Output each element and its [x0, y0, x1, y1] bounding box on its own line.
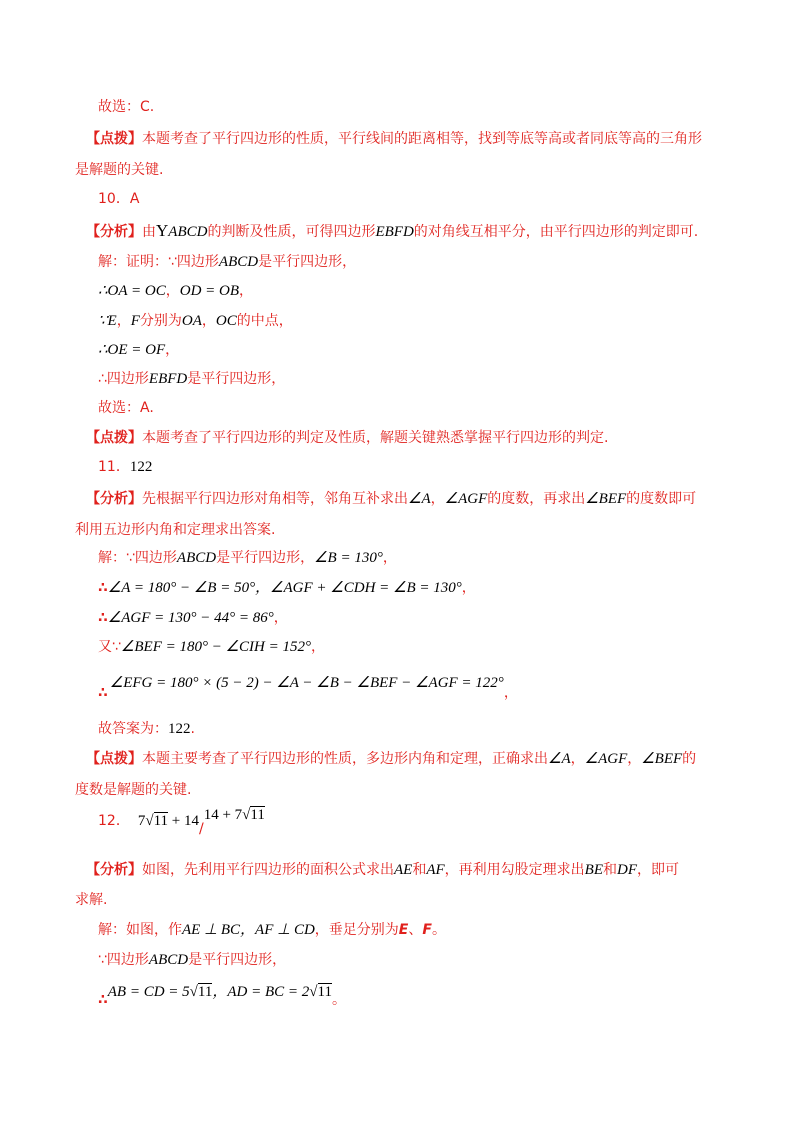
proof-line [98, 369, 285, 389]
radicand: 11 [197, 984, 213, 1000]
math-df: DF [616, 862, 637, 878]
remark-cont-text: 度数是解题的关键. [75, 782, 192, 798]
question-number-text: 11． [98, 459, 130, 475]
comma: ， [503, 685, 518, 701]
comma: ， [461, 580, 476, 596]
math-e: ∵E [98, 313, 117, 329]
proof-line [98, 281, 253, 301]
analysis-text-2: 的度数，再求出 [487, 491, 586, 507]
analysis-line [86, 489, 696, 509]
point-f: F [422, 922, 432, 938]
math-step-4: ∠EFG = 180° × (5 − 2) − ∠A − ∠B − ∠BEF − ∠AGF = 122° [109, 675, 504, 691]
math-angle-a: ∠A [548, 751, 571, 767]
proof-line [98, 340, 179, 360]
proof-text: 分别为 [139, 313, 182, 329]
and-text: 和 [602, 862, 617, 878]
proof-text-2: 是平行四边形， [187, 371, 286, 387]
comma: ， [570, 751, 585, 767]
period: 。 [331, 992, 346, 1008]
coefficient: 7 [137, 813, 146, 829]
comma: ， [116, 313, 131, 329]
analysis-cont-text: 利用五边形内角和定理求出答案. [75, 522, 276, 538]
comma: ， [627, 751, 642, 767]
period: 。 [431, 922, 446, 938]
analysis-line [86, 860, 679, 880]
comma: ， [165, 342, 180, 358]
math-ae: AE [394, 862, 413, 878]
math-angle-b: ∠B = 130° [314, 550, 383, 566]
solution-line [98, 950, 286, 970]
analysis-text: 先根据平行四边形对角相等，邻角互补求出 [142, 491, 408, 507]
math-oe-of: ∴OE = OF [98, 342, 166, 358]
comma: ， [430, 491, 445, 507]
math-step-3: ∠BEF = 180° − ∠CIH = 152° [120, 639, 311, 655]
math-ab-cd: AB = CD = 5 [107, 984, 190, 1000]
solution-step [98, 637, 325, 657]
answer-line [98, 719, 195, 739]
math-af: AF [426, 862, 445, 878]
answer-text: 故答案为： [98, 721, 168, 737]
analysis-text-3: ，即可 [636, 862, 679, 878]
analysis-tag: 【分析】 [86, 224, 142, 240]
analysis-text-3: 的对角线互相平分，由平行四边形的判定即可. [413, 224, 699, 240]
solution-text-2: 是平行四边形， [216, 550, 315, 566]
remark-cont-text: 是解题的关键. [75, 162, 164, 178]
solution-text-2: 是平行四边形， [258, 254, 357, 270]
answer-value: 122 [129, 459, 153, 475]
analysis-cont [75, 520, 275, 540]
analysis-text-2: 的判断及性质，可得四边形 [207, 224, 376, 240]
math-be: BE [584, 862, 603, 878]
remark-line [86, 129, 702, 149]
solution-step [98, 608, 288, 628]
answer-line [98, 398, 154, 418]
remark-text: 本题主要考查了平行四边形的性质，多边形内角和定理，正确求出 [142, 751, 548, 767]
comma: ， [239, 283, 254, 299]
analysis-line [86, 221, 698, 242]
answer-value: 122 [168, 721, 191, 737]
math-od-ob: OD = OB [179, 283, 240, 299]
answer-expr-2: 14 + 7√11 [203, 807, 265, 823]
radicand: 11 [153, 813, 169, 829]
remark-tag: 【点拨】 [86, 430, 142, 446]
answer-line [98, 97, 154, 117]
remark-cont [75, 780, 191, 800]
expr-head: 14 + 7 [203, 807, 243, 823]
therefore-symbol: ∴ [98, 610, 108, 626]
solution-line [98, 252, 356, 272]
answer-expr-1: 7√11 + 14 [137, 813, 199, 829]
analysis-cont-text: 求解. [75, 892, 108, 908]
math-oa: OA [181, 313, 202, 329]
remark-line [86, 749, 696, 769]
math-angle-bef: ∠BEF [585, 491, 627, 507]
analysis-text-3: 的度数即可 [626, 491, 697, 507]
math-angle-agf: ∠AGF [444, 491, 488, 507]
analysis-text: 如图，先利用平行四边形的面积公式求出 [142, 862, 394, 878]
solution-text-2: 是平行四边形， [188, 952, 287, 968]
solution-text: 解：∵四边形 [98, 550, 177, 566]
comma: ， [311, 639, 325, 655]
math-step-2: ∠AGF = 130° − 44° = 86° [107, 610, 274, 626]
math-angle-a: ∠A [408, 491, 431, 507]
solution-step: ∴AB = CD = 5√11，AD = BC = 2√11。 [98, 984, 346, 1008]
parallelogram-symbol: Y [156, 221, 169, 240]
math-f: F [130, 313, 140, 329]
math-angle-agf: ∠AGF [584, 751, 628, 767]
remark-text: 本题考查了平行四边形的性质，平行线间的距离相等，找到等底等高或者同底等高的三角形 [142, 131, 702, 147]
analysis-cont [75, 890, 107, 910]
analysis-tag: 【分析】 [86, 862, 142, 878]
solution-text: 解：证明：∵四边形 [98, 254, 219, 270]
math-ebfd: EBFD [375, 224, 414, 240]
solution-text-2: ，垂足分别为 [314, 922, 399, 938]
math-abcd: ABCD [148, 952, 189, 968]
remark-text-2: 的 [682, 751, 697, 767]
radicand: 11 [317, 984, 332, 1000]
question-number-text: 10．A [98, 191, 140, 207]
solution-step [98, 673, 518, 701]
proof-text-2: 的中点， [236, 313, 293, 329]
radicand: 11 [250, 807, 265, 823]
remark-text: 本题考查了平行四边形的判定及性质，解题关键熟悉掌握平行四边形的判定. [142, 430, 609, 446]
solution-text: ∵四边形 [98, 952, 149, 968]
therefore-symbol: ∴ [98, 580, 108, 596]
therefore-symbol: ∴ [98, 992, 108, 1008]
question-number [98, 807, 265, 837]
question-number-text: 12． [98, 813, 130, 829]
question-number [98, 457, 152, 477]
and-text: 和 [412, 862, 427, 878]
math-ebfd: EBFD [148, 371, 188, 387]
math-oc: OC [215, 313, 237, 329]
answer-text: 故选：C. [98, 99, 155, 115]
remark-tag: 【点拨】 [86, 131, 142, 147]
math-oa-oc: ∴OA = OC [98, 283, 166, 299]
remark-line [86, 428, 608, 448]
solution-line [98, 920, 446, 940]
analysis-text-2: ，再利用勾股定理求出 [444, 862, 585, 878]
comma: ， [165, 283, 180, 299]
remark-cont [75, 160, 163, 180]
comma: ， [273, 610, 288, 626]
math-ad-bc: ，AD = BC = 2 [212, 984, 310, 1000]
math-abcd: ABCD [218, 254, 259, 270]
solution-text: 解：如图，作 [98, 922, 182, 938]
proof-line [98, 311, 293, 331]
answer-text: 故选：A. [98, 400, 154, 416]
point-e: E [398, 922, 409, 938]
period: . [190, 721, 195, 737]
remark-tag: 【点拨】 [86, 751, 142, 767]
proof-text: ∴四边形 [98, 371, 149, 387]
math-angle-bef: ∠BEF [641, 751, 683, 767]
solution-step [98, 578, 476, 598]
math-abcd: ABCD [176, 550, 217, 566]
math-perpendiculars: AE ⊥ BC，AF ⊥ CD [182, 922, 315, 938]
also-since: 又∵ [98, 639, 121, 655]
question-number [98, 189, 139, 209]
math-abcd: ABCD [168, 224, 208, 240]
comma: ， [382, 550, 397, 566]
math-step-1: ∠A = 180° − ∠B = 50°，∠AGF + ∠CDH = ∠B = 130° [107, 580, 462, 596]
therefore-symbol: ∴ [98, 685, 108, 701]
comma: ， [201, 313, 216, 329]
analysis-tag: 【分析】 [86, 491, 142, 507]
solution-line [98, 548, 397, 568]
separator: / [198, 821, 204, 837]
analysis-text: 由 [142, 224, 156, 240]
addend: + 14 [168, 813, 199, 829]
separator: 、 [408, 922, 423, 938]
